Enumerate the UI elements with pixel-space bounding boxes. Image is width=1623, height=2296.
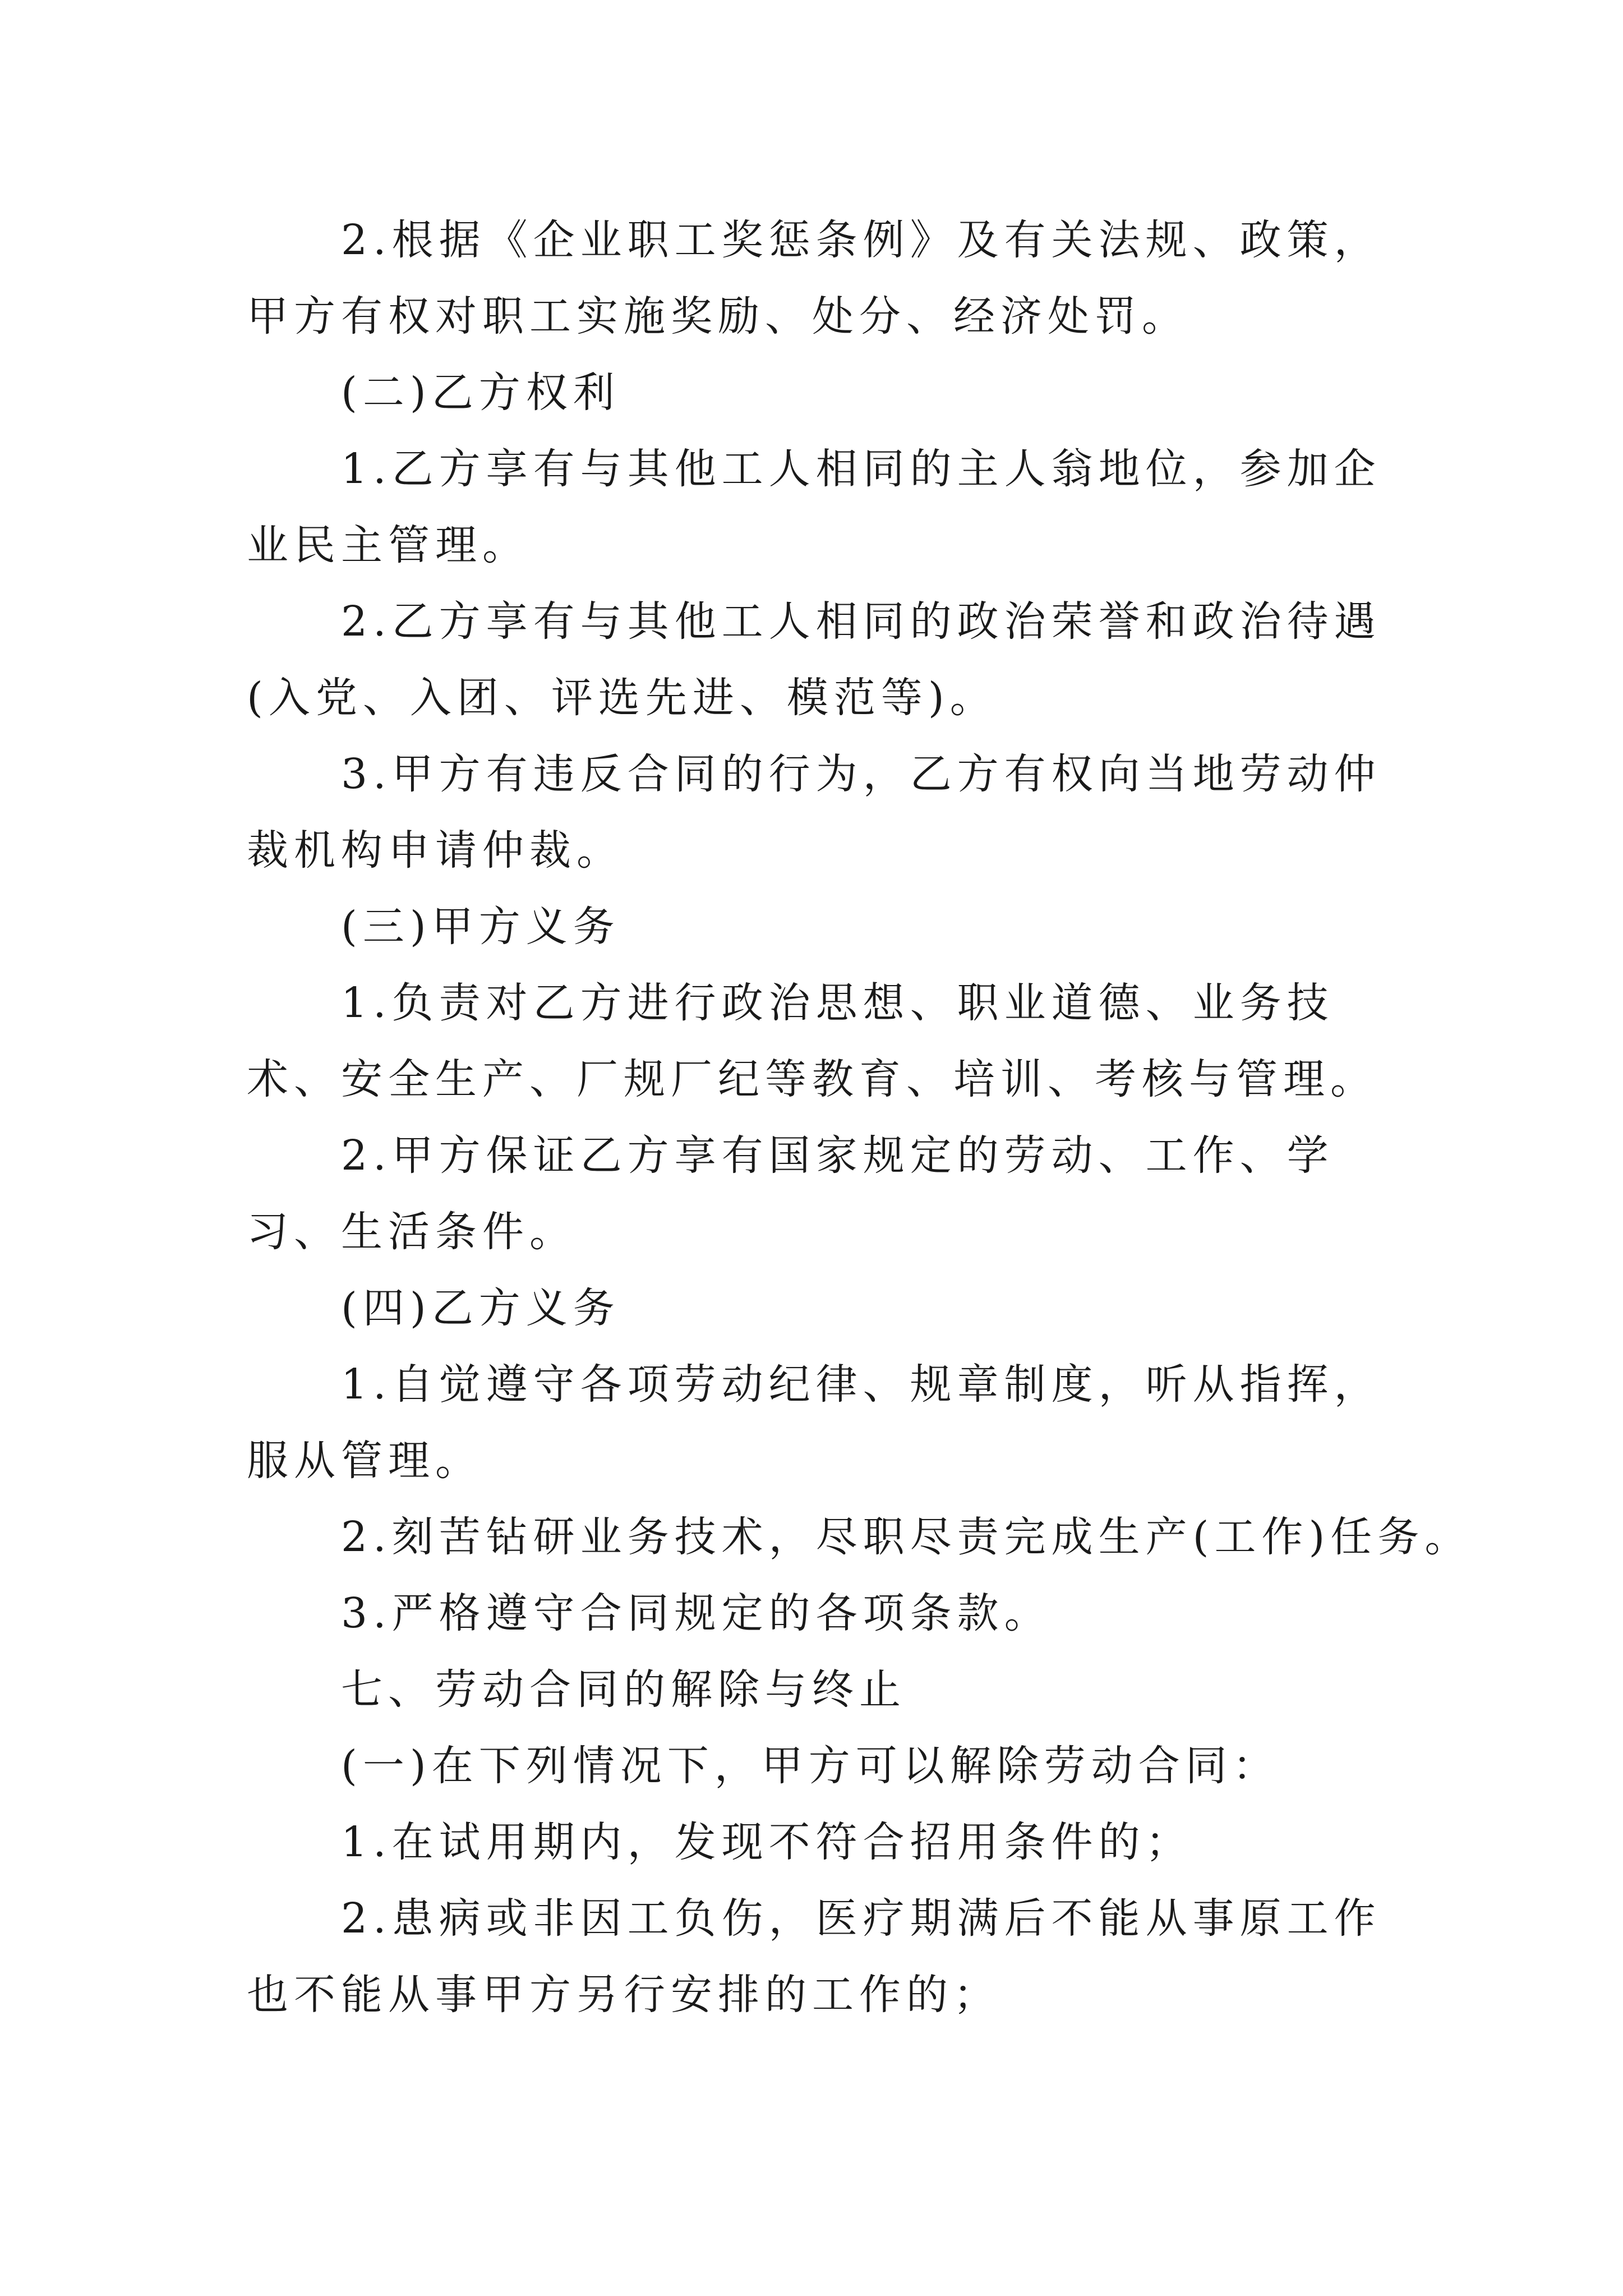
paragraph-a-duties-2: 2.甲方保证乙方享有国家规定的劳动、工作、学习、生活条件。 xyxy=(247,1131,1334,1256)
paragraph-b-rights-2: 2.乙方享有与其他工人相同的政治荣誉和政治待遇(入党、入团、评选先进、模范等)。 xyxy=(247,597,1381,722)
paragraph-b-rights-3: 3.甲方有违反合同的行为，乙方有权向当地劳动仲裁机构申请仲裁。 xyxy=(247,750,1381,875)
paragraph-b-duties-2: 2.刻苦钻研业务技术，尽职尽责完成生产(工作)任务。 xyxy=(341,1513,1472,1561)
paragraph-termination-intro: (一)在下列情况下，甲方可以解除劳动合同： xyxy=(341,1742,1280,1790)
paragraph-b-duties-3: 3.严格遵守合同规定的各项条款。 xyxy=(341,1589,1052,1637)
heading-party-a-duties: (三)甲方义务 xyxy=(341,903,620,951)
document-body xyxy=(247,202,1472,2033)
heading-party-b-duties: (四)乙方义务 xyxy=(341,1284,620,1332)
paragraph-a-duties-1: 1.负责对乙方进行政治思想、职业道德、业务技术、安全生产、厂规厂纪等教育、培训、考核与管理。 xyxy=(247,979,1377,1103)
paragraph-b-rights-1: 1.乙方享有与其他工人相同的主人翁地位，参加企业民主管理。 xyxy=(247,445,1381,569)
heading-party-b-rights: (二)乙方权利 xyxy=(341,369,620,417)
paragraph-termination-2: 2.患病或非因工负伤，医疗期满后不能从事原工作也不能从事甲方另行安排的工作的； xyxy=(247,1894,1381,2019)
paragraph-b-duties-1: 1.自觉遵守各项劳动纪律、规章制度，听从指挥，服从管理。 xyxy=(247,1360,1381,1485)
heading-section-seven: 七、劳动合同的解除与终止 xyxy=(341,1665,906,1714)
paragraph-rewards-penalties: 2.根据《企业职工奖惩条例》及有关法规、政策，甲方有权对职工实施奖励、处分、经济处罚。 xyxy=(247,216,1381,341)
paragraph-termination-1: 1.在试用期内，发现不符合招用条件的； xyxy=(341,1818,1193,1866)
